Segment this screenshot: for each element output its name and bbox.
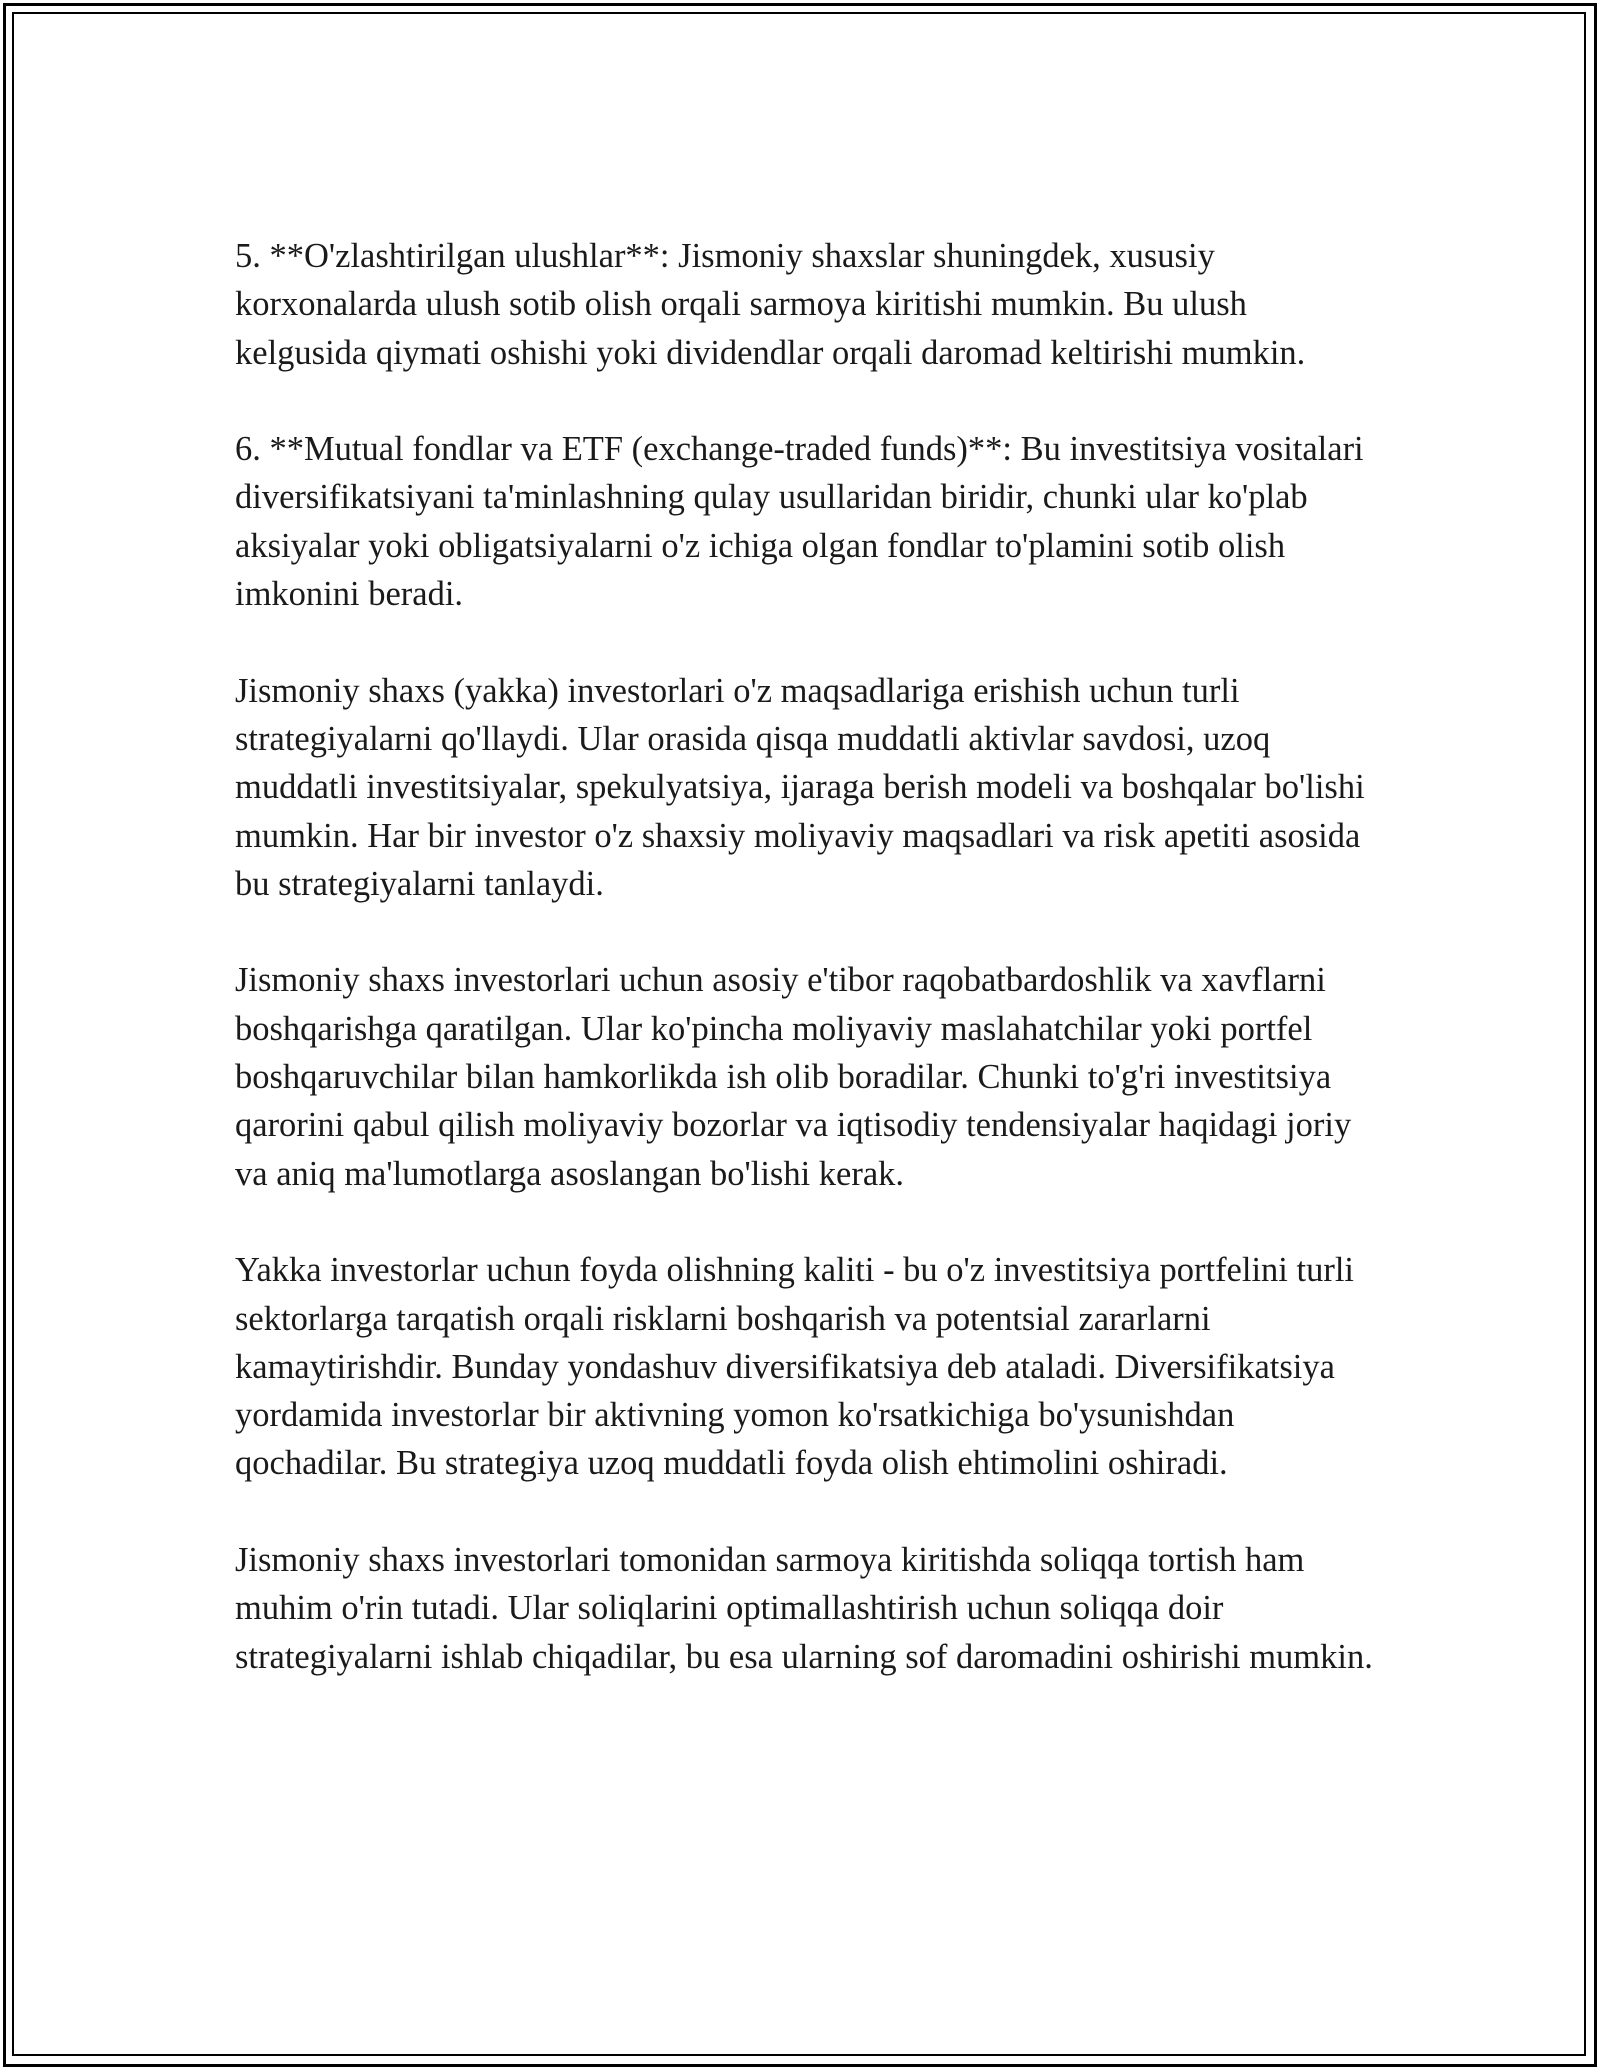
- paragraph-owned-shares: 5. **O'zlashtirilgan ulushlar**: Jismoniy shaxslar shuningdek, xususiy korxonalarda ulush sotib olish orqali sarmoya kiritishi mumkin. Bu ulush kelgusida qiymati oshishi yoki dividendlar orqali daromad keltirishi mumkin.: [235, 237, 1306, 372]
- paragraph-risk-management: Jismoniy shaxs investorlari uchun asosiy e'tibor raqobatbardoshlik va xavflarni boshqarishga qaratilgan. Ular ko'pincha moliyaviy maslahatchilar yoki portfel boshqaruvchilar bilan hamkorlikda ish olib boradilar. Chunki to'g'ri investitsiya qarorini qabul qilish moliyaviy bozorlar va iqtisodiy tendensiyalar haqidagi joriy va aniq ma'lumotlarga asoslangan bo'lishi kerak.: [235, 961, 1352, 1193]
- paragraph-taxation: Jismoniy shaxs investorlari tomonidan sarmoya kiritishda soliqqa tortish ham muhim o'rin tutadi. Ular soliqlarini optimallashtirish uchun soliqqa doir strategiyalarni ishlab chiqadilar, bu esa ularning sof daromadini oshirishi mumkin.: [235, 1541, 1373, 1676]
- document-body: [235, 232, 1375, 1681]
- paragraph-mutual-funds-etf: 6. **Mutual fondlar va ETF (exchange-traded funds)**: Bu investitsiya vositalari diversifikatsiyani ta'minlashning qulay usullaridan biridir, chunki ular ko'plab aksiyalar yoki obligatsiyalarni o'z ichiga olgan fondlar to'plamini sotib olish imkonini beradi.: [235, 430, 1364, 614]
- paragraph-diversification: Yakka investorlar uchun foyda olishning kaliti - bu o'z investitsiya portfelini turli sektorlarga tarqatish orqali risklarni boshqarish va potentsial zararlarni kamaytirishdir. Bunday yondashuv diversifikatsiya deb ataladi. Diversifikatsiya yordamida investorlar bir aktivning yomon ko'rsatkichiga bo'ysunishdan qochadilar. Bu strategiya uzoq muddatli foyda olish ehtimolini oshiradi.: [235, 1251, 1354, 1483]
- paragraph-investor-strategies: Jismoniy shaxs (yakka) investorlari o'z maqsadlariga erishish uchun turli strategiyalarni qo'llaydi. Ular orasida qisqa muddatli aktivlar savdosi, uzoq muddatli investitsiyalar, spekulyatsiya, ijaraga berish modeli va boshqalar bo'lishi mumkin. Har bir investor o'z shaxsiy moliyaviy maqsadlari va risk apetiti asosida bu strategiyalarni tanlaydi.: [235, 671, 1365, 903]
